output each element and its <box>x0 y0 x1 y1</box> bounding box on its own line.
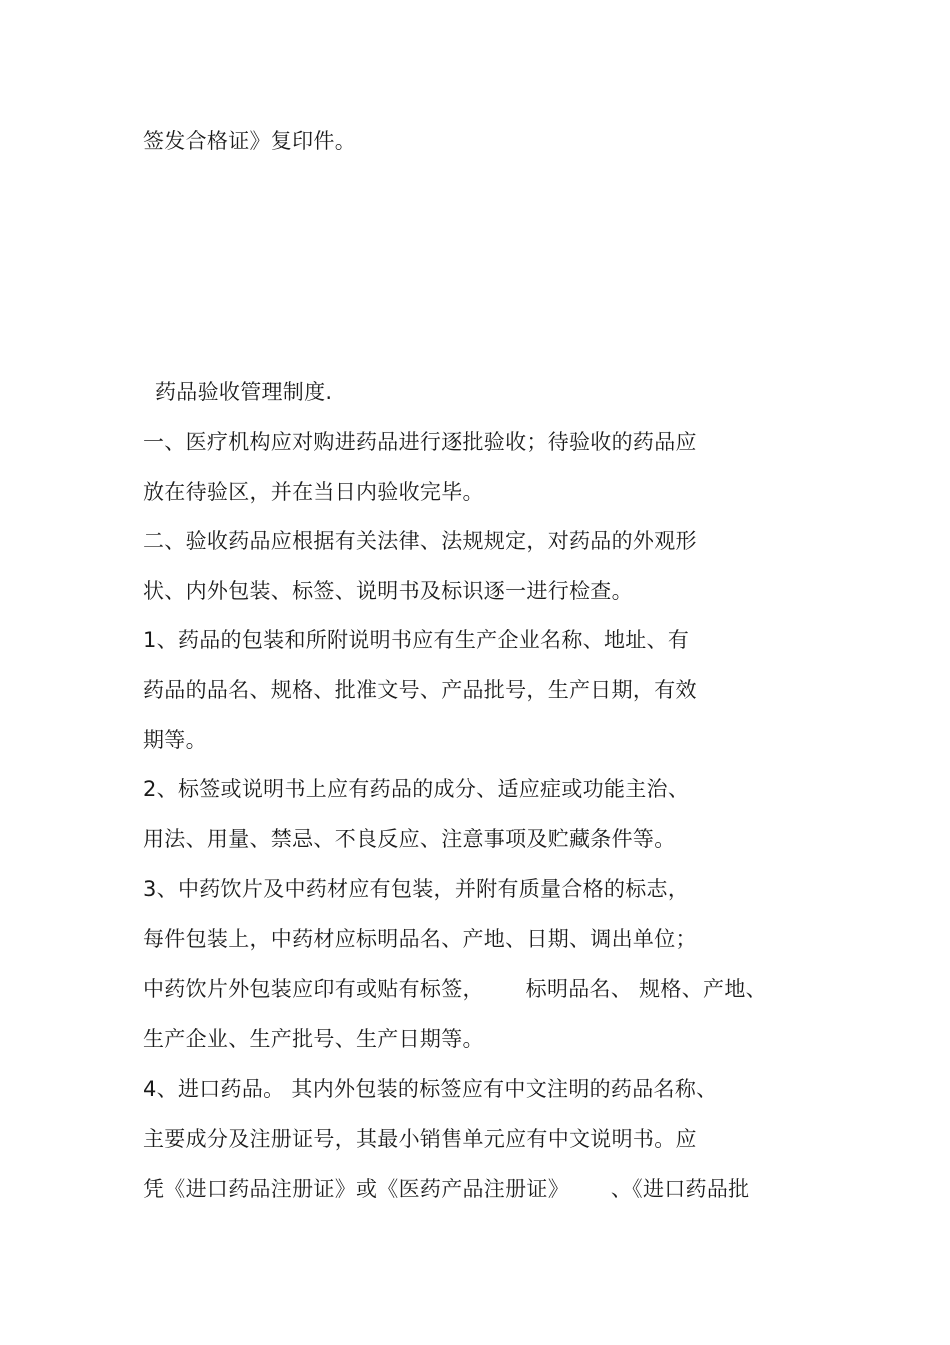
top-fragment-text: 签发合格证》复印件。 <box>143 129 356 153</box>
paragraph-line: 用法、用量、禁忌、不良反应、注意事项及贮藏条件等。 <box>143 827 676 851</box>
paragraph-line: 每件包装上，中药材应标明品名、产地、日期、调出单位； <box>143 927 697 951</box>
paragraph-line: 一、医疗机构应对购进药品进行逐批验收；待验收的药品应 <box>143 430 697 454</box>
document-title: 药品验收管理制度. <box>155 380 333 404</box>
paragraph-line: 主要成分及注册证号，其最小销售单元应有中文说明书。应 <box>143 1127 697 1151</box>
paragraph-line: 二、验收药品应根据有关法律、法规规定，对药品的外观形 <box>143 529 697 553</box>
paragraph-line: 放在待验区，并在当日内验收完毕。 <box>143 480 484 504</box>
paragraph-line: 中药饮片外包装应印有或贴有标签， 标明品名、 规格、产地、 <box>143 977 767 1001</box>
paragraph-line: 生产企业、生产批号、生产日期等。 <box>143 1027 484 1051</box>
paragraph-line: 4、进口药品。 其内外包装的标签应有中文注明的药品名称、 <box>143 1077 718 1101</box>
paragraph-line: 期等。 <box>143 728 207 752</box>
paragraph-line: 1、药品的包装和所附说明书应有生产企业名称、地址、有 <box>143 628 690 652</box>
paragraph-line: 凭《进口药品注册证》或《医药产品注册证》 、《进口药品批 <box>143 1177 750 1201</box>
paragraph-line: 药品的品名、规格、批准文号、产品批号，生产日期，有效 <box>143 678 697 702</box>
paragraph-line: 状、内外包装、标签、说明书及标识逐一进行检查。 <box>143 579 633 603</box>
paragraph-line: 2、标签或说明书上应有药品的成分、适应症或功能主治、 <box>143 777 690 801</box>
paragraph-line: 3、中药饮片及中药材应有包装，并附有质量合格的标志， <box>143 877 690 901</box>
